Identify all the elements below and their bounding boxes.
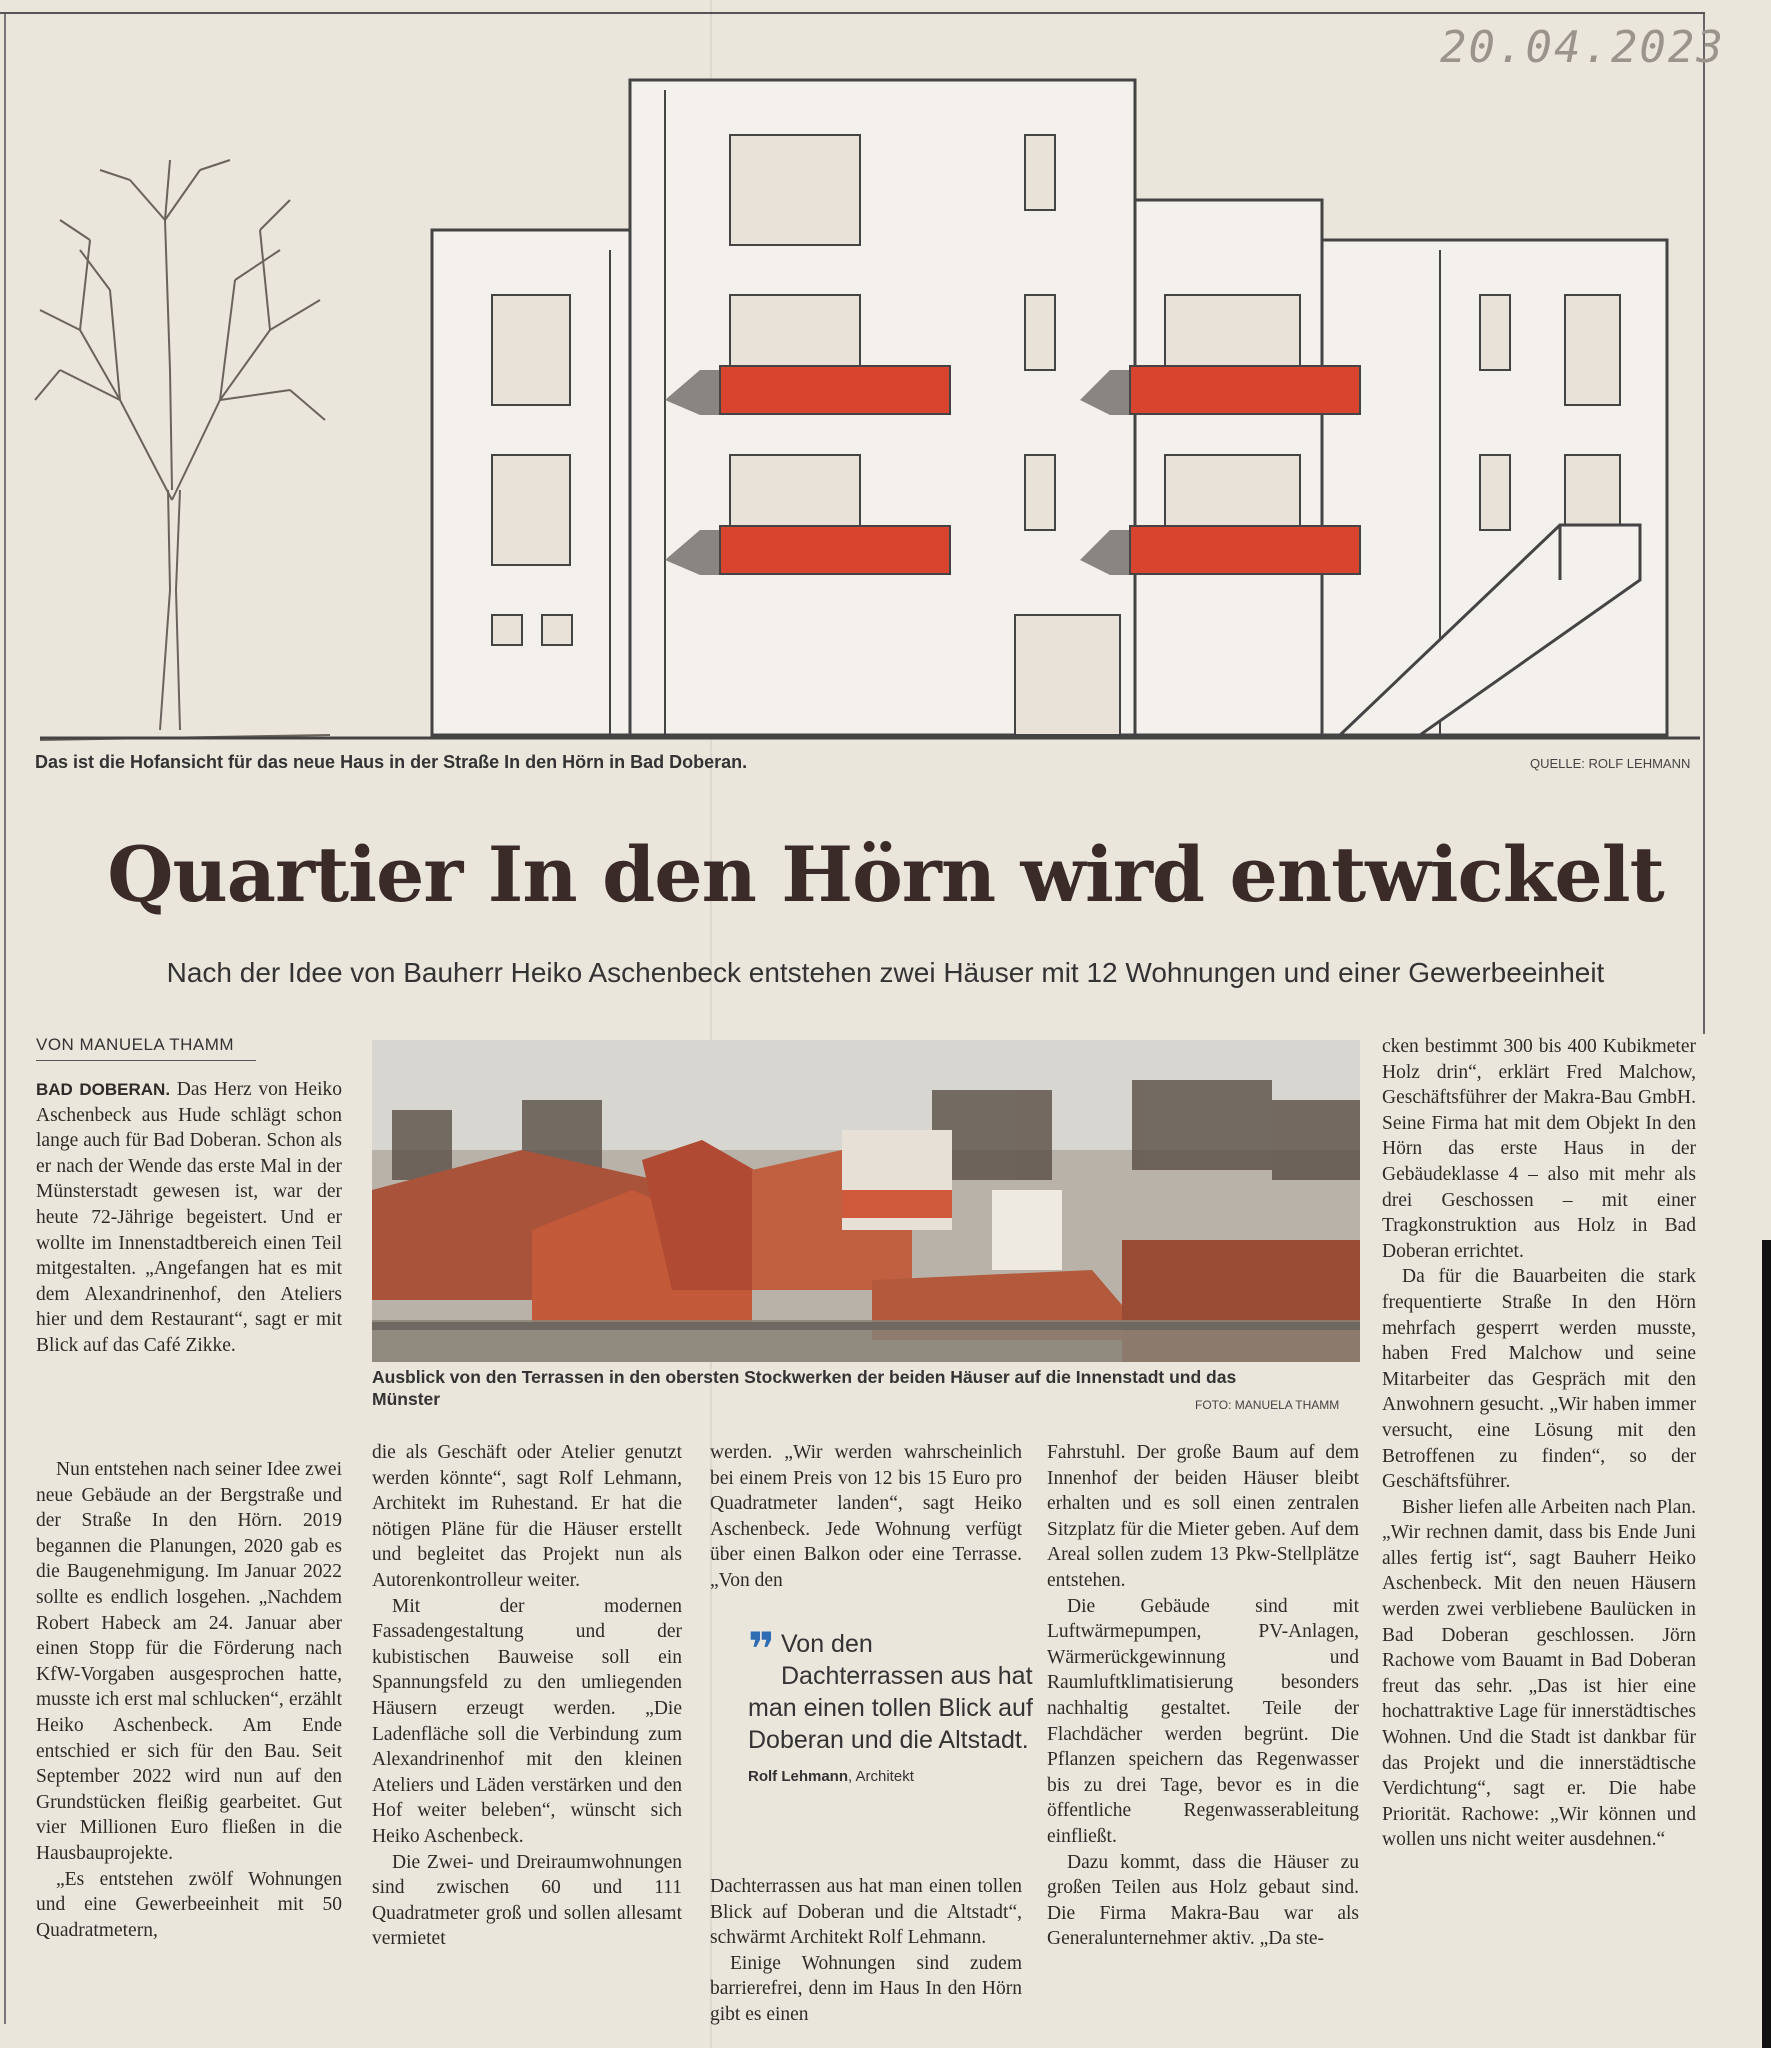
article-paragraph	[36, 1077, 342, 1359]
article-column-5	[1382, 1034, 1696, 1853]
photo-credit: FOTO: MANUELA THAMM	[1195, 1398, 1340, 1412]
byline-rule	[36, 1060, 256, 1061]
top-rule	[0, 12, 1705, 14]
article-column-3-top	[710, 1440, 1022, 1594]
article-paragraph: Dazu kommt, dass die Häuser zu großen Teilen aus Holz gebaut sind. Die Firma Makra-Bau war als Generalunternehmer aktiv. „Da ste-	[1047, 1851, 1359, 1950]
left-rule	[4, 14, 6, 2024]
headline: Quartier In den Hörn wird entwickelt	[107, 830, 1664, 919]
handwritten-date: 20.04.2023	[1440, 22, 1725, 73]
article-paragraph: Da für die Bauarbeiten die stark frequentierte Straße In den Hörn mehrfach gesperrt werden musste, haben Fred Malchow und seine Mitarbeiter das Gespräch mit den Anwohnern gesucht. „Wir haben immer versucht, eine Lösung mit den Betroffenen zu finden“, so der Geschäftsführer.	[1382, 1266, 1696, 1493]
article-paragraph: cken bestimmt 300 bis 400 Kubikmeter Holz drin“, erklärt Fred Malchow, Geschäftsführer der Makra-Bau GmbH. Seine Firma hat mit dem Objekt In den Hörn das erste Haus in der Gebäudeklasse 4 – also mit mehr als drei Geschossen – mit einer Tragkonstruktion aus Holz in Bad Doberan errichtet.	[1382, 1036, 1696, 1262]
illustration-caption: Das ist die Hofansicht für das neue Haus in der Straße In den Hörn in Bad Doberan.	[35, 752, 748, 772]
pull-quote-attribution	[748, 1768, 1038, 1785]
town-photo	[372, 1040, 1360, 1362]
article-column-1-bottom	[36, 1457, 342, 1943]
article-paragraph: Dachterrassen aus hat man einen tollen Blick auf Doberan und die Altstadt“, schwärmt Architekt Rolf Lehmann.	[710, 1876, 1022, 1949]
paragraph-text: Das Herz von Heiko Aschenbeck aus Hude schlägt schon lange auch für Bad Doberan. Schon als er nach der Wende das erste Mal in der Münsterstadt gewesen ist, war der heute 72-Jährige begeistert. Und er wollte im Innenstadtbereich einen Teil mitgestalten. „Angefangen hat es mit dem Alexandrinenhof, den Ateliers hier und dem Restaurant“, sagt er mit Blick auf das Café Zikke.	[36, 1079, 342, 1356]
article-paragraph: werden. „Wir werden wahrscheinlich bei einem Preis von 12 bis 15 Euro pro Quadratmeter landen“, sagt Heiko Aschenbeck. Jede Wohnung verfügt über einen Balkon oder eine Terrasse. „Von den	[710, 1442, 1022, 1591]
article-column-3-bottom	[710, 1874, 1022, 2028]
article-paragraph: Die Zwei- und Dreiraumwohnungen sind zwischen 60 und 111 Quadratmeter groß und sollen allesamt vermietet	[372, 1851, 682, 1950]
article-paragraph: die als Geschäft oder Atelier genutzt werden könnte“, sagt Rolf Lehmann, Architekt im Ruhestand. Er hat die nötigen Pläne für die Häuser erstellt und begleitet das Projekt nun als Autorenkontrolleur weiter.	[372, 1442, 682, 1591]
article-paragraph: Bisher liefen alle Arbeiten nach Plan. „Wir rechnen damit, dass bis Ende Juni alles fertig ist“, sagt Bauherr Heiko Aschenbeck. Mit den neuen Häusern werden zwei verbliebene Baulücken in Bad Doberan geschlossen. Jörn Rachowe vom Bauamt in Bad Doberan freut das sehr. „Das ist hier eine hochattraktive Lage für innerstädtisches Wohnen. Und die Stadt ist dankbar für das Projekt und die innerstädtische Verdichtung“, sagt er. Die habe Priorität. Rachowe: „Wir können und wollen uns nicht weiter ausdehnen.“	[1382, 1496, 1696, 1851]
scan-edge-bar	[1762, 1240, 1771, 2048]
tree-drawing	[35, 160, 330, 740]
article-paragraph: „Es entstehen zwölf Wohnungen und eine Gewerbeeinheit mit 50 Quadratmetern,	[36, 1868, 342, 1941]
pull-quote-name: Rolf Lehmann	[748, 1768, 848, 1785]
article-column-1-top	[36, 1077, 342, 1359]
article-paragraph: Mit der modernen Fassadengestaltung und der kubistischen Bauweise soll ein Spannungsfeld zu den umliegenden Häusern erzeugt werden. „Die Ladenfläche soll die Verbindung zum Alexandrinenhof mit den kleinen Ateliers und Läden verstärken und den Hof weiter beleben“, wünscht sich Heiko Aschenbeck.	[372, 1595, 682, 1847]
illustration-source: QUELLE: ROLF LEHMANN	[1530, 756, 1691, 771]
article-column-4	[1047, 1440, 1359, 1952]
article-paragraph: Die Gebäude sind mit Luftwärmepumpen, PV-Anlagen, Wärmerückgewinnung und Raumluftklimatisierung besonders nachhaltig gestaltet. Teile der Flachdächer werden begrünt. Die Pflanzen speichern das Regenwasser bis zu drei Tage, bevor es in die öffentliche Regenwasserableitung einfließt.	[1047, 1595, 1359, 1847]
pull-quote-role: , Architekt	[848, 1768, 914, 1785]
article-paragraph: Nun entstehen nach seiner Idee zwei neue Gebäude an der Bergstraße und der Straße In den Hörn. 2019 begannen die Planungen, 2020 gab es die Baugenehmigung. Im Januar 2022 sollte es endlich losgehen. „Nachdem Robert Habeck am 24. Januar aber einen Stopp für die Förderung nach KfW-Vorgaben ausgesprochen hatte, musste ich erst mal schlucken“, erzählt Heiko Aschenbeck. Am Ende entschied er sich für den Bau. Seit September 2022 wird nun auf den Grundstücken fleißig gearbeitet. Gut vier Millionen Euro fließen in die Hausbauprojekte.	[36, 1459, 342, 1864]
building-illustration	[20, 70, 1700, 745]
dateline: BAD DOBERAN.	[36, 1080, 171, 1099]
photo-caption: Ausblick von den Terrassen in den obersten Stockwerken der beiden Häuser auf die Innenstadt und das Münster	[372, 1367, 1237, 1409]
pull-quote	[748, 1622, 1038, 1785]
quote-mark-icon: ❞	[748, 1622, 775, 1676]
article-column-2	[372, 1440, 682, 1952]
pull-quote-text: Von den Dachterrassen aus hat man einen tollen Blick auf Doberan und die Altstadt.	[748, 1630, 1033, 1754]
subheadline: Nach der Idee von Bauherr Heiko Aschenbeck entstehen zwei Häuser mit 12 Wohnungen und einer Gewerbeeinheit	[166, 957, 1605, 988]
byline: VON MANUELA THAMM	[36, 1035, 235, 1054]
article-paragraph: Einige Wohnungen sind zudem barrierefrei, denn im Haus In den Hörn gibt es einen	[710, 1952, 1022, 2025]
article-paragraph: Fahrstuhl. Der große Baum auf dem Innenhof der beiden Häuser bleibt erhalten und es soll einen zentralen Sitzplatz für die Mieter geben. Auf dem Areal sollen zudem 13 Pkw-Stellplätze entstehen.	[1047, 1442, 1359, 1591]
